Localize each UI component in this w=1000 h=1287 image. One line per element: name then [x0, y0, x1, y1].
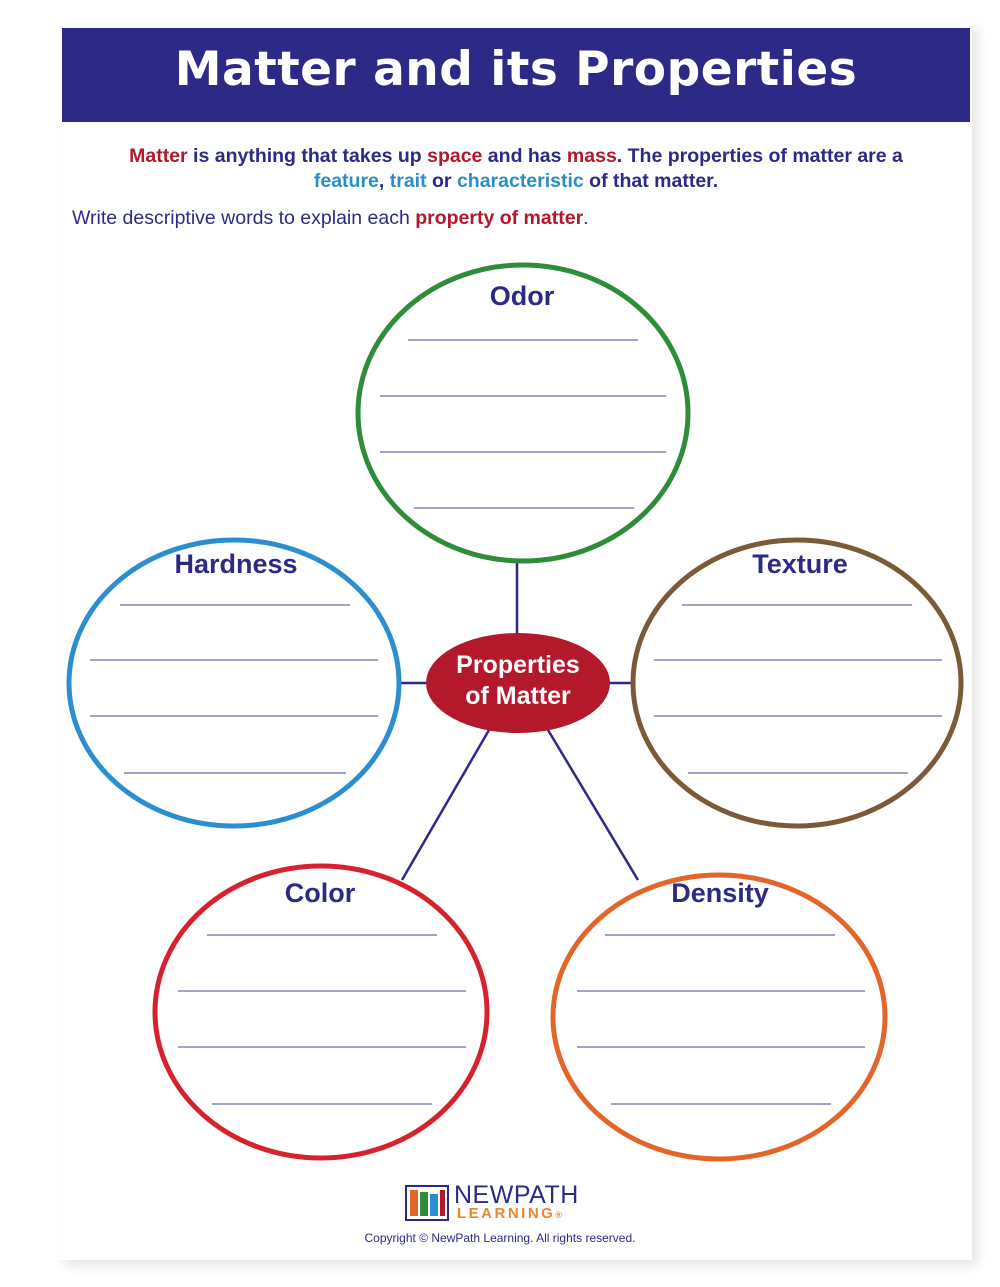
odor-label: Odor — [489, 281, 555, 311]
hardness-label: Hardness — [174, 549, 298, 579]
registered-mark: ® — [555, 1210, 562, 1220]
page-title: Matter and its Properties — [174, 42, 858, 97]
intro-text-part: or — [426, 170, 457, 192]
intro-text-part: , — [378, 170, 390, 192]
term-space: space — [427, 145, 483, 167]
intro-text-part: and has — [482, 145, 567, 167]
center-label — [424, 650, 612, 712]
term-characteristic: characteristic — [456, 170, 584, 192]
color-label: Color — [284, 878, 356, 908]
texture-circle — [633, 540, 961, 826]
connector-color — [402, 730, 489, 880]
density-label: Density — [671, 878, 769, 908]
logo-sub-text: LEARNING — [457, 1205, 556, 1222]
logo-sub — [457, 1205, 562, 1222]
term-matter: Matter — [129, 145, 188, 167]
intro-text-part: is anything that takes up — [187, 145, 428, 167]
term-trait: trait — [389, 170, 427, 192]
newpath-logo — [404, 1181, 604, 1227]
connector-density — [548, 730, 638, 880]
instruction-lead: Write descriptive words to explain each — [72, 207, 416, 229]
color-circle — [155, 866, 487, 1158]
center-label-line1: Properties — [456, 651, 580, 679]
center-label-line2: of Matter — [465, 682, 571, 710]
instruction-end: . — [583, 207, 589, 229]
density-circle — [553, 875, 885, 1159]
texture-label: Texture — [752, 549, 848, 579]
copyright-text: Copyright © NewPath Learning. All rights reserved. — [364, 1231, 636, 1245]
logo-brand: NEWPATH — [454, 1181, 579, 1209]
instruction-highlight: property of matter — [415, 207, 584, 229]
intro-text-part: . The properties of matter are a — [616, 145, 903, 167]
term-mass: mass — [566, 145, 617, 167]
term-feature: feature — [313, 170, 379, 192]
intro-text-part: of that matter. — [583, 170, 719, 192]
hardness-circle — [69, 540, 399, 826]
